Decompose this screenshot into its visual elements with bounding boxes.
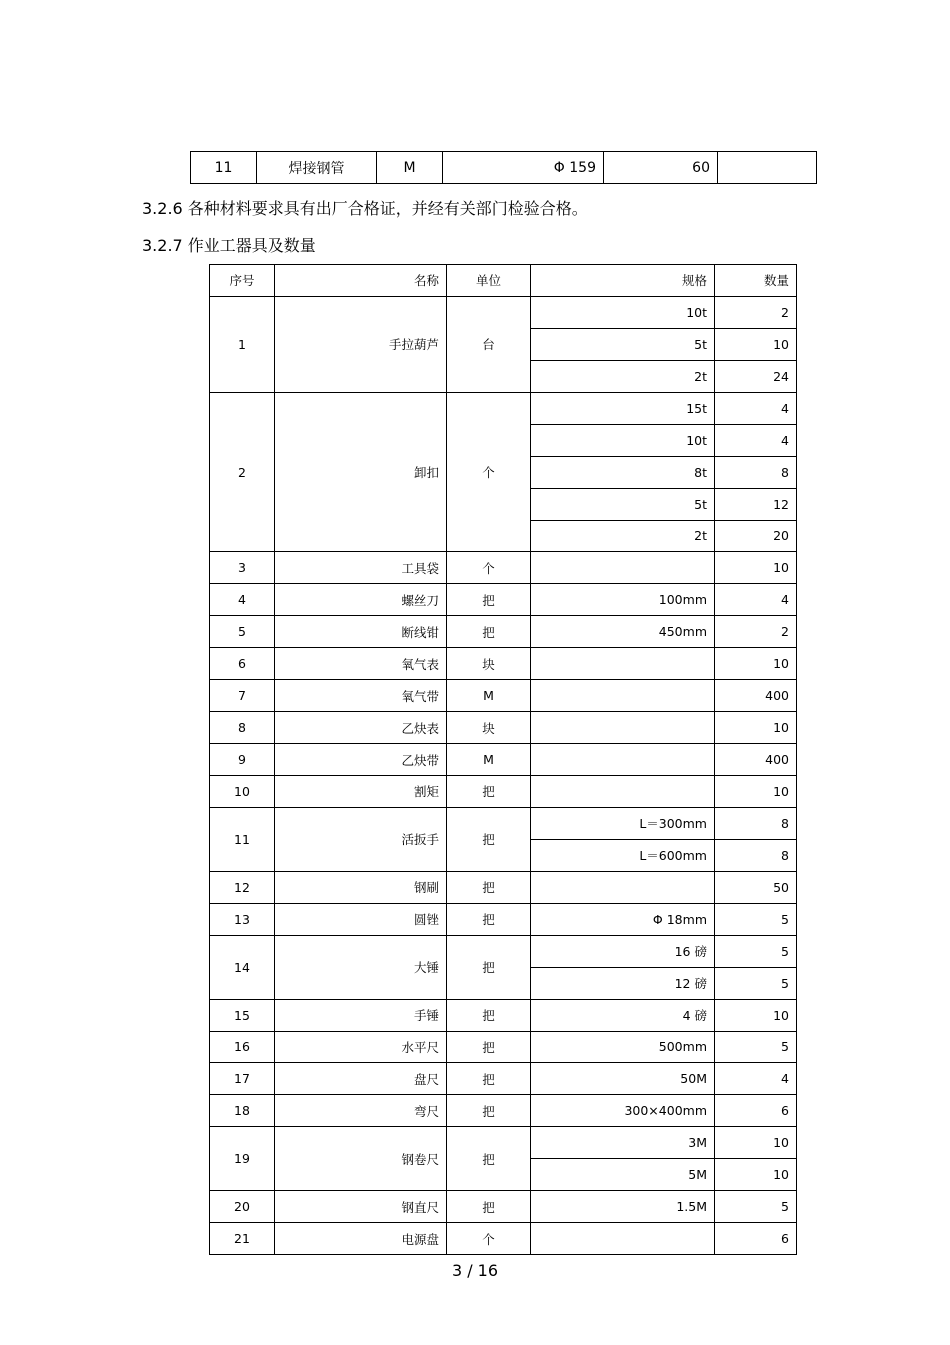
tool-qty: 10	[715, 999, 797, 1031]
tool-unit: 把	[447, 807, 531, 871]
table-row	[210, 999, 797, 1031]
table-row	[191, 152, 817, 184]
tool-name: 螺丝刀	[275, 584, 447, 616]
tool-number: 17	[210, 1063, 275, 1095]
table-row	[210, 616, 797, 648]
tool-qty: 8	[715, 807, 797, 839]
tools-table	[209, 264, 797, 1255]
tool-name: 氧气带	[275, 680, 447, 712]
tool-qty: 10	[715, 1127, 797, 1159]
tool-number: 8	[210, 712, 275, 744]
tool-qty: 5	[715, 967, 797, 999]
tool-number: 12	[210, 871, 275, 903]
tool-name: 圆锉	[275, 903, 447, 935]
tool-name: 钢刷	[275, 871, 447, 903]
tool-qty: 4	[715, 1063, 797, 1095]
tool-unit: M	[447, 744, 531, 776]
header-spec: 规格	[531, 265, 715, 297]
tool-number: 2	[210, 392, 275, 552]
tool-number: 4	[210, 584, 275, 616]
tool-qty: 10	[715, 648, 797, 680]
tool-name: 电源盘	[275, 1223, 447, 1255]
tool-unit: 个	[447, 552, 531, 584]
tool-number: 5	[210, 616, 275, 648]
tool-name: 水平尺	[275, 1031, 447, 1063]
tool-qty: 4	[715, 584, 797, 616]
tool-name: 乙炔表	[275, 712, 447, 744]
tool-name: 钢卷尺	[275, 1127, 447, 1191]
tool-spec: 8t	[531, 456, 715, 488]
tool-name: 弯尺	[275, 1095, 447, 1127]
tool-qty: 10	[715, 712, 797, 744]
tool-number: 3	[210, 552, 275, 584]
table-row	[210, 1191, 797, 1223]
tool-number: 13	[210, 903, 275, 935]
tool-name: 卸扣	[275, 392, 447, 552]
tool-name: 手锤	[275, 999, 447, 1031]
table-row	[210, 807, 797, 839]
tool-qty: 5	[715, 935, 797, 967]
row-number: 11	[191, 152, 257, 184]
tool-qty: 24	[715, 360, 797, 392]
tool-qty: 12	[715, 488, 797, 520]
tool-spec: 15t	[531, 392, 715, 424]
tool-qty: 400	[715, 744, 797, 776]
material-spec: Φ 159	[443, 152, 604, 184]
tool-unit: 个	[447, 1223, 531, 1255]
tool-spec	[531, 712, 715, 744]
tool-name: 大锤	[275, 935, 447, 999]
table-row	[210, 296, 797, 328]
tool-qty: 400	[715, 680, 797, 712]
table-row	[210, 1031, 797, 1063]
table-row	[210, 1063, 797, 1095]
tool-unit: 块	[447, 712, 531, 744]
tool-name: 手拉葫芦	[275, 296, 447, 392]
tool-number: 18	[210, 1095, 275, 1127]
tool-spec: 10t	[531, 424, 715, 456]
table-row	[210, 712, 797, 744]
tool-number: 19	[210, 1127, 275, 1191]
tool-unit: 把	[447, 616, 531, 648]
table-row	[210, 1127, 797, 1159]
tool-spec: 5M	[531, 1159, 715, 1191]
page-number: 3 / 16	[451, 1261, 499, 1280]
tool-spec: 300×400mm	[531, 1095, 715, 1127]
tool-spec: 50M	[531, 1063, 715, 1095]
tool-unit: 把	[447, 584, 531, 616]
tool-spec: 450mm	[531, 616, 715, 648]
tool-number: 15	[210, 999, 275, 1031]
tool-spec: 1.5M	[531, 1191, 715, 1223]
table-row	[210, 392, 797, 424]
tool-spec	[531, 776, 715, 808]
tool-unit: 个	[447, 392, 531, 552]
header-no: 序号	[210, 265, 275, 297]
tool-unit: 把	[447, 1127, 531, 1191]
tool-spec: 2t	[531, 520, 715, 552]
tool-spec	[531, 1223, 715, 1255]
tool-spec: Φ 18mm	[531, 903, 715, 935]
table-row	[210, 1223, 797, 1255]
tool-spec	[531, 744, 715, 776]
tool-name: 钢直尺	[275, 1191, 447, 1223]
tool-spec: 100mm	[531, 584, 715, 616]
tool-name: 氧气表	[275, 648, 447, 680]
table-row	[210, 903, 797, 935]
tool-qty: 2	[715, 296, 797, 328]
tool-number: 11	[210, 807, 275, 871]
tool-spec: 10t	[531, 296, 715, 328]
table-row	[210, 776, 797, 808]
tool-unit: M	[447, 680, 531, 712]
tool-number: 9	[210, 744, 275, 776]
tool-number: 16	[210, 1031, 275, 1063]
table-row	[210, 584, 797, 616]
tool-qty: 8	[715, 839, 797, 871]
tool-name: 盘尺	[275, 1063, 447, 1095]
tool-spec: 4 磅	[531, 999, 715, 1031]
tool-qty: 2	[715, 616, 797, 648]
tool-unit: 块	[447, 648, 531, 680]
tool-spec: L＝600mm	[531, 839, 715, 871]
tool-qty: 6	[715, 1095, 797, 1127]
tool-unit: 把	[447, 1191, 531, 1223]
tool-spec: 16 磅	[531, 935, 715, 967]
tool-number: 14	[210, 935, 275, 999]
tool-number: 7	[210, 680, 275, 712]
tool-unit: 把	[447, 1063, 531, 1095]
tool-qty: 4	[715, 424, 797, 456]
table-row	[210, 648, 797, 680]
tool-qty: 10	[715, 552, 797, 584]
material-extra	[718, 152, 817, 184]
tool-qty: 4	[715, 392, 797, 424]
tool-spec: 500mm	[531, 1031, 715, 1063]
tool-name: 割矩	[275, 776, 447, 808]
header-qty: 数量	[715, 265, 797, 297]
tool-unit: 把	[447, 1031, 531, 1063]
tool-qty: 20	[715, 520, 797, 552]
tool-spec: 5t	[531, 328, 715, 360]
tool-qty: 5	[715, 1191, 797, 1223]
tool-name: 工具袋	[275, 552, 447, 584]
header-unit: 单位	[447, 265, 531, 297]
tool-number: 10	[210, 776, 275, 808]
tool-number: 6	[210, 648, 275, 680]
material-name: 焊接钢管	[257, 152, 377, 184]
tool-name: 断线钳	[275, 616, 447, 648]
tool-name: 活扳手	[275, 807, 447, 871]
tool-name: 乙炔带	[275, 744, 447, 776]
table-row	[210, 552, 797, 584]
tool-spec: 12 磅	[531, 967, 715, 999]
tool-unit: 把	[447, 935, 531, 999]
tool-qty: 10	[715, 328, 797, 360]
tool-unit: 把	[447, 871, 531, 903]
tool-spec: L＝300mm	[531, 807, 715, 839]
tool-unit: 台	[447, 296, 531, 392]
tool-unit: 把	[447, 776, 531, 808]
tool-spec: 5t	[531, 488, 715, 520]
tool-unit: 把	[447, 1095, 531, 1127]
table-header-row	[210, 265, 797, 297]
tool-spec	[531, 680, 715, 712]
materials-table-continued	[190, 151, 817, 184]
table-row	[210, 744, 797, 776]
table-row	[210, 1095, 797, 1127]
tool-unit: 把	[447, 903, 531, 935]
section-3-2-7: 3.2.7 作业工器具及数量	[142, 236, 316, 255]
tool-qty: 5	[715, 903, 797, 935]
tool-qty: 10	[715, 1159, 797, 1191]
section-3-2-6: 3.2.6 各种材料要求具有出厂合格证，并经有关部门检验合格。	[142, 199, 588, 218]
tool-qty: 8	[715, 456, 797, 488]
tool-qty: 50	[715, 871, 797, 903]
table-row	[210, 935, 797, 967]
tool-qty: 10	[715, 776, 797, 808]
table-row	[210, 871, 797, 903]
material-qty: 60	[604, 152, 718, 184]
tool-unit: 把	[447, 999, 531, 1031]
tool-number: 20	[210, 1191, 275, 1223]
tool-spec: 3M	[531, 1127, 715, 1159]
table-row	[210, 680, 797, 712]
tool-spec	[531, 871, 715, 903]
tool-number: 1	[210, 296, 275, 392]
tool-spec: 2t	[531, 360, 715, 392]
tool-qty: 5	[715, 1031, 797, 1063]
tool-spec	[531, 552, 715, 584]
material-unit: M	[377, 152, 443, 184]
tool-spec	[531, 648, 715, 680]
tool-qty: 6	[715, 1223, 797, 1255]
tool-number: 21	[210, 1223, 275, 1255]
header-name: 名称	[275, 265, 447, 297]
